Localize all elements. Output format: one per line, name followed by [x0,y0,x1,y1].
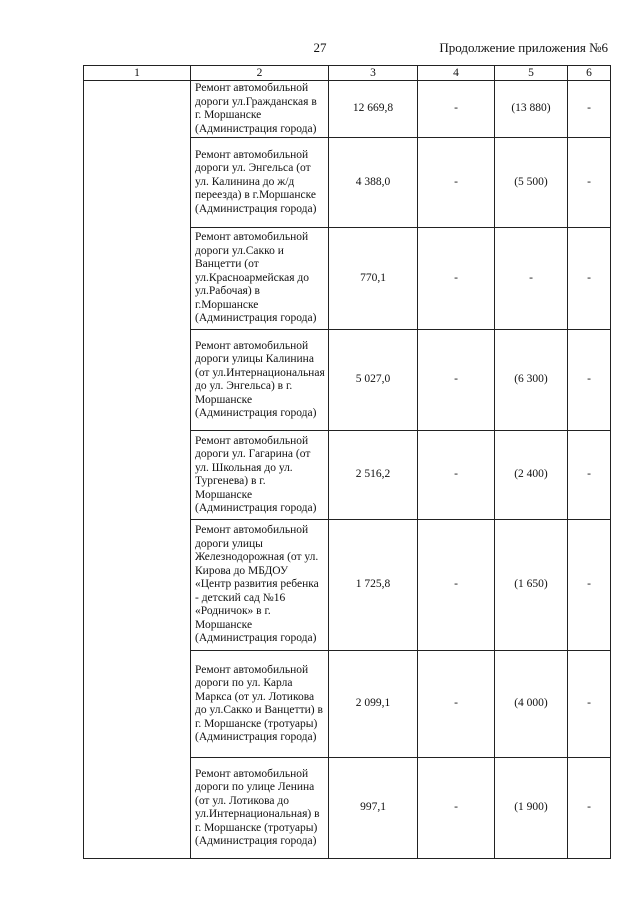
amount-col4: - [418,520,495,651]
page-number: 27 [313,40,327,55]
column-number-row [84,66,611,81]
amount-col3: 12 669,8 [329,81,418,138]
amount-col5: (1 900) [495,758,568,859]
amount-col4: - [418,758,495,859]
amount-col6: - [568,81,611,138]
column-number: 6 [568,66,611,81]
road-repair-name: Ремонт автомобильной дороги по ул. Карла Маркса (от ул. Лотикова до ул.Сакко и Ванцетти) в г. Моршанске (тротуары) (Администрация города) [191,651,329,758]
road-repair-name: Ремонт автомобильной дороги ул.Сакко и Ванцетти (от ул.Красноармейская до ул.Рабочая) в г.Моршанске (Администрация города) [191,228,329,330]
amount-col6: - [568,330,611,431]
amount-col4: - [418,651,495,758]
amount-col3: 997,1 [329,758,418,859]
column-number: 2 [191,66,329,81]
column-number: 5 [495,66,568,81]
empty-group-cell [84,81,191,859]
road-repair-name: Ремонт автомобильной дороги улицы Калинина (от ул.Интернациональная до ул. Энгельса) в г. Моршанске (Администрация города) [191,330,329,431]
amount-col4: - [418,228,495,330]
amount-col5: (2 400) [495,431,568,520]
amount-col6: - [568,651,611,758]
column-number: 3 [329,66,418,81]
amount-col6: - [568,431,611,520]
road-repair-name: Ремонт автомобильной дороги улицы Железнодорожная (от ул. Кирова до МБДОУ «Центр развития ребенка - детский сад №16 «Родничок» в г. Моршанске (Администрация города) [191,520,329,651]
amount-col6: - [568,758,611,859]
road-repair-name: Ремонт автомобильной дороги по улице Ленина (от ул. Лотикова до ул.Интернациональная) в г. Моршанске (тротуары) (Администрация города) [191,758,329,859]
road-repair-name: Ремонт автомобильной дороги ул.Гражданская в г. Моршанске (Администрация города) [191,81,329,138]
amount-col4: - [418,81,495,138]
amount-col6: - [568,228,611,330]
amount-col3: 770,1 [329,228,418,330]
continuation-label: Продолжение приложения №6 [439,40,608,55]
amount-col5: (1 650) [495,520,568,651]
amount-col4: - [418,330,495,431]
road-repair-name: Ремонт автомобильной дороги ул. Энгельса (от ул. Калинина до ж/д переезда) в г.Моршанске (Администрация города) [191,138,329,228]
amount-col5: (5 500) [495,138,568,228]
column-number: 1 [84,66,191,81]
road-repair-name: Ремонт автомобильной дороги ул. Гагарина (от ул. Школьная до ул. Тургенева) в г. Моршанске (Администрация города) [191,431,329,520]
amount-col3: 5 027,0 [329,330,418,431]
amount-col3: 4 388,0 [329,138,418,228]
amount-col3: 2 516,2 [329,431,418,520]
amount-col4: - [418,431,495,520]
amount-col6: - [568,520,611,651]
amount-col6: - [568,138,611,228]
column-number: 4 [418,66,495,81]
amount-col5: (6 300) [495,330,568,431]
amount-col3: 1 725,8 [329,520,418,651]
amount-col4: - [418,138,495,228]
budget-table [83,65,611,859]
amount-col3: 2 099,1 [329,651,418,758]
amount-col5: (4 000) [495,651,568,758]
amount-col5: - [495,228,568,330]
amount-col5: (13 880) [495,81,568,138]
table-row [84,81,611,138]
